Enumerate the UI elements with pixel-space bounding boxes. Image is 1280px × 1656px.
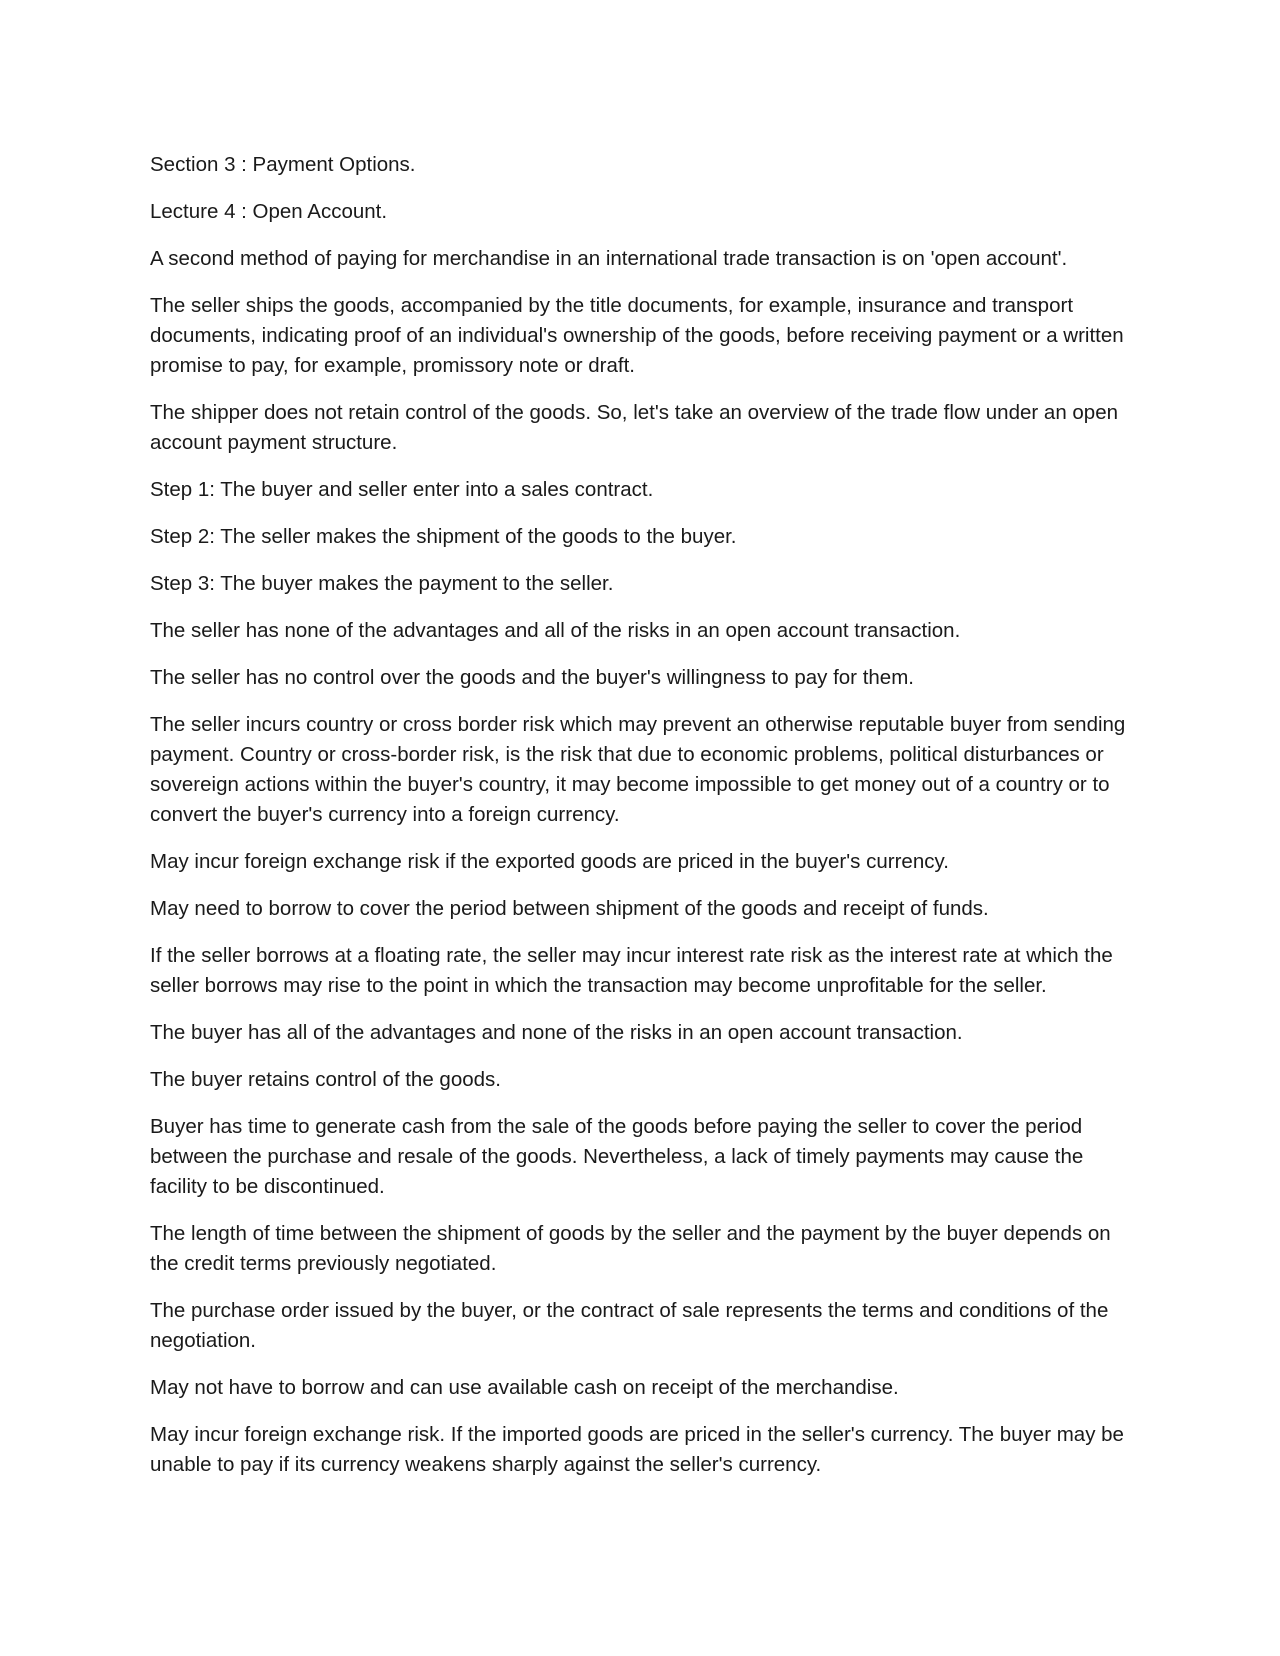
step-3: Step 3: The buyer makes the payment to the seller.: [150, 572, 614, 595]
section-title: Section 3 : Payment Options.: [150, 153, 416, 176]
paragraph: The seller has no control over the goods and the buyer's willingness to pay for them.: [150, 666, 914, 689]
lecture-title: Lecture 4 : Open Account.: [150, 200, 388, 223]
paragraph: The shipper does not retain control of the goods. So, let's take an overview of the trade flow under an open account payment structure.: [150, 401, 1119, 454]
paragraph: May not have to borrow and can use available cash on receipt of the merchandise.: [150, 1376, 899, 1399]
paragraph: The buyer retains control of the goods.: [150, 1068, 501, 1091]
paragraph: The purchase order issued by the buyer, or the contract of sale represents the terms and conditions of the negotiation.: [150, 1299, 1109, 1352]
document-body: [150, 150, 1130, 1497]
paragraph: A second method of paying for merchandise in an international trade transaction is on 'open account'.: [150, 247, 1068, 270]
paragraph: If the seller borrows at a floating rate, the seller may incur interest rate risk as the interest rate at which the seller borrows may rise to the point in which the transaction may become unprofitable for the seller.: [150, 944, 1113, 997]
paragraph: The seller ships the goods, accompanied by the title documents, for example, insurance and transport documents, indicating proof of an individual's ownership of the goods, before receiving payment or a written promise to pay, for example, promissory note or draft.: [150, 294, 1124, 377]
paragraph: Buyer has time to generate cash from the sale of the goods before paying the seller to cover the period between the purchase and resale of the goods. Nevertheless, a lack of timely payments may cause the facility to be discontinued.: [150, 1115, 1084, 1198]
paragraph: May need to borrow to cover the period between shipment of the goods and receipt of funds.: [150, 897, 989, 920]
paragraph: May incur foreign exchange risk. If the imported goods are priced in the seller's currency. The buyer may be unable to pay if its currency weakens sharply against the seller's currency.: [150, 1423, 1124, 1476]
paragraph: The buyer has all of the advantages and none of the risks in an open account transaction.: [150, 1021, 963, 1044]
step-2: Step 2: The seller makes the shipment of the goods to the buyer.: [150, 525, 737, 548]
paragraph: The seller incurs country or cross border risk which may prevent an otherwise reputable buyer from sending payment. Country or cross-border risk, is the risk that due to economic problems, political disturbances or sovereign actions within the buyer's country, it may become impossible to get money out of a country or to convert the buyer's currency into a foreign currency.: [150, 713, 1126, 826]
paragraph: May incur foreign exchange risk if the exported goods are priced in the buyer's currency.: [150, 850, 949, 873]
paragraph: The length of time between the shipment of goods by the seller and the payment by the buyer depends on the credit terms previously negotiated.: [150, 1222, 1111, 1275]
paragraph: The seller has none of the advantages and all of the risks in an open account transaction.: [150, 619, 961, 642]
step-1: Step 1: The buyer and seller enter into a sales contract.: [150, 478, 654, 501]
